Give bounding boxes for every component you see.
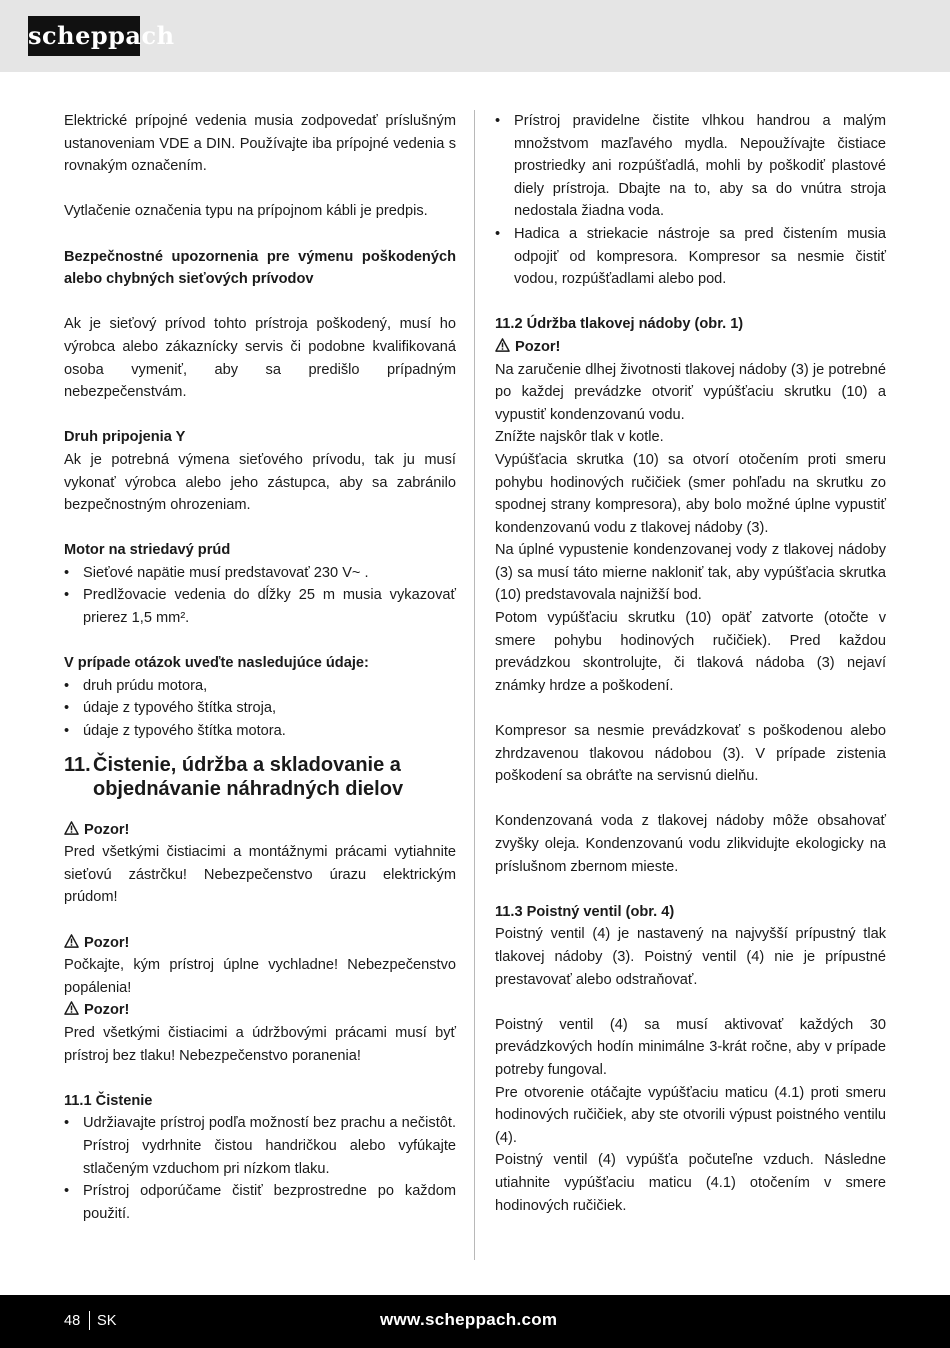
list-item: • Prístroj odporúčame čistiť bezprostredne po každom použití. <box>64 1180 456 1225</box>
right-column <box>495 110 886 1217</box>
warning-label: Pozor! <box>84 1002 130 1019</box>
list-item: • Sieťové napätie musí predstavovať 230 V~ . <box>64 562 456 585</box>
language-code: SK <box>97 1313 117 1329</box>
warning-triangle-icon <box>64 821 79 835</box>
warning-triangle-icon <box>64 934 79 948</box>
list-item: • Prístroj pravidelne čistite vlhkou handrou a malým množstvom mazľavého mydla. Nepoužívajte čistiace prostriedky ani rozpúšťadlá, mohli by poškodiť plastové diely prístroja. Dbajte na to, aby sa do vnútra stroja nedostala žiadna voda. <box>495 110 886 223</box>
heading-ac-motor: Motor na striedavý prúd <box>64 542 231 559</box>
footer-separator <box>89 1311 90 1330</box>
warning-heading <box>64 819 456 842</box>
heading-questions: V prípade otázok uveďte nasledujúce údaje: <box>64 655 369 672</box>
list-item: • údaje z typového štítka stroja, <box>64 697 456 720</box>
header-bar <box>0 0 950 72</box>
warning-label: Pozor! <box>84 934 130 951</box>
paragraph-damaged-supply: Ak je sieťový prívod tohto prístroja poškodený, musí ho výrobca alebo zákaznícky servis či podobne kvalifikovaná osoba vymeniť, aby sa predišlo prípadným nebezpečenstvám. <box>64 316 456 401</box>
column-divider <box>474 110 475 1260</box>
website-url: www.scheppach.com <box>380 1310 558 1329</box>
heading-cleaning: 11.1 Čistenie <box>64 1092 153 1109</box>
tank-paragraph: Na úplné vypustenie kondenzovanej vody z tlakovej nádoby (3) sa musí táto mierne nakloniť tak, aby vypúšťacia skrutka (10) predstavovala najnižší bod. <box>495 542 886 604</box>
tank-paragraph: Vypúšťacia skrutka (10) sa otvorí otočením proti smeru pohybu hodinových ručičiek (smer pohľadu na skrutku zo spodnej strany kompresora), aby bolo možné úplne vypustiť kondenzovanú vodu z tlakovej nádoby (3). <box>495 451 886 536</box>
heading-connection-type-y: Druh pripojenia Y <box>64 429 186 446</box>
list-item: • Predlžovacie vedenia do dĺžky 25 m musia vykazovať prierez 1,5 mm². <box>64 584 456 629</box>
section-title: Čistenie, údržba a skladovanie a objednávanie náhradných dielov <box>93 753 404 800</box>
list-item: • druh prúdu motora, <box>64 675 456 698</box>
scheppach-logo: scheppach <box>28 16 140 56</box>
warning-heading <box>495 336 886 359</box>
warning-heading <box>64 932 456 955</box>
list-item: • Udržiavajte prístroj podľa možností bez prachu a nečistôt. Prístroj vydrhnite čistou handričkou alebo vyfúkajte stlačeným vzduchom pri nízkom tlaku. <box>64 1112 456 1180</box>
valve-paragraph: Poistný ventil (4) vypúšťa počuteľne vzduch. Následne utiahnite vypúšťaciu maticu (4.1) otočením v smere hodinových ručičiek. <box>495 1152 886 1214</box>
warning-triangle-icon <box>64 1001 79 1015</box>
list-item: • Hadica a striekacie nástroje sa pred čistením musia odpojiť od kompresora. Kompresor sa nesmie čistiť vodou, rozpúšťadlami alebo pod. <box>495 223 886 291</box>
paragraph-valve-setting: Poistný ventil (4) je nastavený na najvyšší prípustný tlak tlakovej nádoby (3). Poistný ventil (4) nie je prípustné prestavovať alebo odstraňovať. <box>495 926 886 988</box>
section-heading <box>64 753 456 801</box>
paragraph-condensate: Kondenzovaná voda z tlakovej nádoby môže obsahovať zvyšky oleja. Kondenzovanú vodu zlikvidujte ekologicky na príslušnom zbernom mieste. <box>495 813 886 875</box>
section-number: 11. <box>64 753 91 776</box>
warning-text-pressure: Pred všetkými čistiacimi a údržbovými prácami musí byť prístroj bez tlaku! Nebezpečenstvo poranenia! <box>64 1024 456 1064</box>
left-column <box>64 110 456 1225</box>
paragraph-rusted-tank: Kompresor sa nesmie prevádzkovať s poškodenou alebo zhrdzavenou tlakovou nádobou (3). V prípade zistenia poškodení sa obráťte na servisnú dielňu. <box>495 723 886 785</box>
list-item: • údaje z typového štítka motora. <box>64 720 456 743</box>
heading-safety-valve: 11.3 Poistný ventil (obr. 4) <box>495 903 675 920</box>
paragraph-cable-standards: Elektrické prípojné vedenia musia zodpovedať príslušným ustanoveniam VDE a DIN. Používajte iba prípojné vedenia s rovnakým označením. <box>64 113 456 175</box>
heading-supply-replacement: Bezpečnostné upozornenia pre výmenu poškodených alebo chybných sieťových prívodov <box>64 248 456 288</box>
tank-paragraph: Znížte najskôr tlak v kotle. <box>495 429 664 446</box>
valve-paragraph: Pre otvorenie otáčajte vypúšťaciu maticu (4.1) proti smeru hodinových ručičiek, aby ste otvorili výpust poistného ventilu (4). <box>495 1084 886 1146</box>
tank-paragraph: Na zaručenie dlhej životnosti tlakovej nádoby (3) je potrebné po každej prevádzke otvoriť vypúšťaciu skrutku (10) a vypustiť kondenzovanú vodu. <box>495 361 886 423</box>
warning-text-unplug: Pred všetkými čistiacimi a montážnymi prácami vytiahnite sieťovú zástrčku! Nebezpečenstvo úrazu elektrickým prúdom! <box>64 844 456 906</box>
valve-paragraph: Poistný ventil (4) sa musí aktivovať každých 30 prevádzkových hodín minimálne 3-krát ročne, aby v prípade potreby fungoval. <box>495 1016 886 1078</box>
page-number: 48 <box>64 1313 81 1329</box>
warning-text-cool-down: Počkajte, kým prístroj úplne vychladne! Nebezpečenstvo popálenia! <box>64 957 456 996</box>
heading-tank-maintenance: 11.2 Údržba tlakovej nádoby (obr. 1) <box>495 316 744 333</box>
warning-heading <box>64 999 456 1022</box>
warning-label: Pozor! <box>84 821 130 838</box>
paragraph-type-marking: Vytlačenie označenia typu na prípojnom kábli je predpis. <box>64 203 428 220</box>
tank-paragraph: Potom vypúšťaciu skrutku (10) opäť zatvorte (otočte v smere pohybu hodinových ručičiek). Pred každou prevádzkou skontrolujte, či tlaková nádoba (3) nejaví známky hrdze a poškodení. <box>495 610 886 694</box>
paragraph-type-y: Ak je potrebná výmena sieťového prívodu, tak ju musí vykonať výrobca alebo jeho zástupca, aby sa zabránilo bezpečnostným ohrozeniam. <box>64 451 456 514</box>
footer-bar <box>0 1295 950 1348</box>
warning-triangle-icon <box>495 338 510 352</box>
warning-label: Pozor! <box>515 338 561 355</box>
